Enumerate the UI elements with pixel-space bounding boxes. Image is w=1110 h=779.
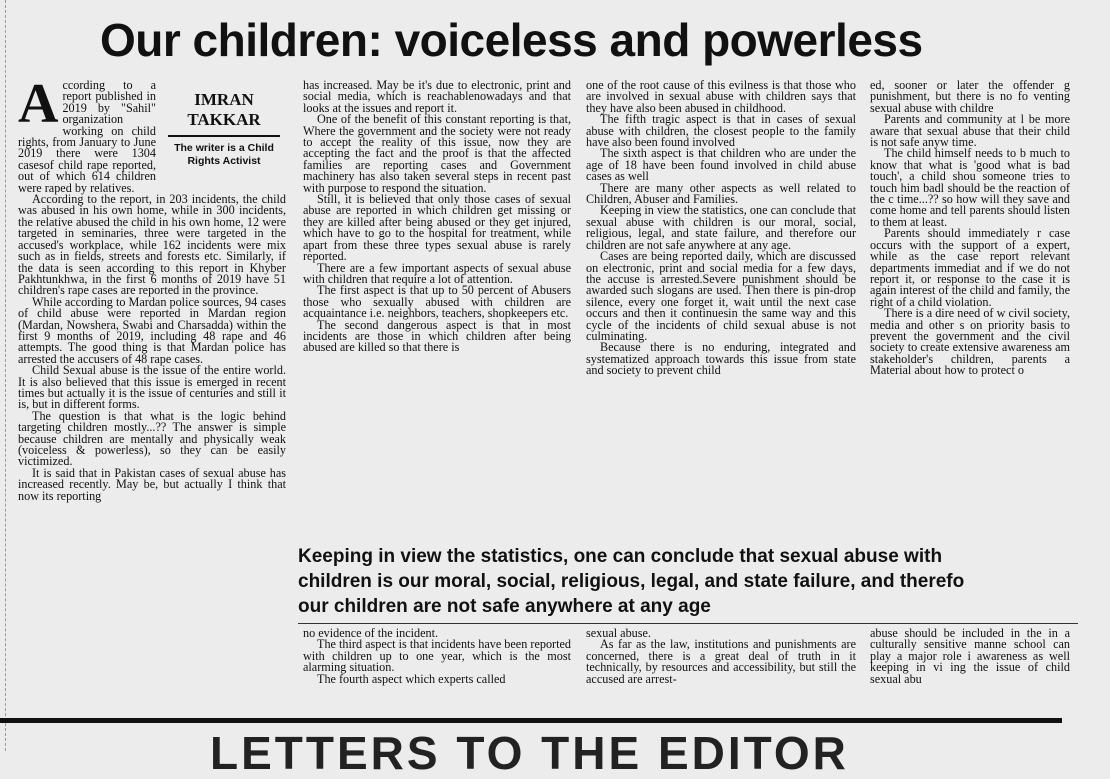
pull-quote-line: Keeping in view the statistics, one can conclude that sexual abuse with xyxy=(298,546,943,567)
paragraph: While according to Mardan police sources, 94 cases of child abuse were reported in Mardan region (Mardan, Nowshera, Swabi and Charsadda) within the first 9 months of 2019, including 48 rape and 46 attempts. The good thing is that Mardan police has arrested the accusers of 48 rape cases. xyxy=(18,294,286,366)
article-column-3-continued xyxy=(586,628,856,698)
article-column-4-continued xyxy=(870,628,1070,698)
paragraph: The first aspect is that up to 50 percent of Abusers those who sexually abused with children are acquaintance i.e. neighbors, teachers, shopkeepers etc. xyxy=(303,283,571,321)
author-role: The writer is a Child Rights Activist xyxy=(174,142,274,167)
paragraph: According to the report, in 203 incidents, the child was abused in his own home, while in 300 incidents, the relative abused the child in his own home, 12 were targeted in seminaries, three were targeted in the accused's workplace, while 162 incidents were mix such as in fields, streets and forests etc. Similarly, if the data is seen according to this report in Khyber Pakhtunkhwa, in the first 6 months of 2019 have 51 children's rape cases are reported in the province. xyxy=(18,192,286,298)
article-column-3 xyxy=(586,80,856,540)
author-name xyxy=(162,90,286,130)
section-divider xyxy=(0,718,1062,723)
headline: Our children: voiceless and powerless xyxy=(100,14,923,66)
pull-quote-rule xyxy=(298,623,1078,624)
paragraph: Still, it is believed that only those cases of sexual abuse are reported in which children get missing or they are killed after being abused or they get injured, which have to go to the hospital for treatment, while apart from these three types sexual abuse is rarely reported. xyxy=(303,192,571,264)
article-column-1 xyxy=(18,73,286,540)
author-last-name: TAKKAR xyxy=(187,110,261,129)
byline-box xyxy=(162,80,286,176)
article-column-4 xyxy=(870,80,1070,540)
pull-quote-line: our children are not safe anywhere at any age xyxy=(298,596,711,617)
paragraph: The fifth tragic aspect is that in cases of sexual abuse with children, the closest people to the family have also been found involved xyxy=(586,112,856,150)
paragraph: There is a dire need of w civil society, media and other s on priority basis to prevent the government and the civil society to create extensive awareness am stakeholder's children, parents a Material about how to protect o xyxy=(870,306,1070,378)
page-edge xyxy=(0,0,6,751)
paragraph: It is said that in Pakistan cases of sexual abuse has increased recently. May be, but actually I think that now its reporting xyxy=(18,465,286,503)
pull-quote-line: children is our moral, social, religious, legal, and state failure, and therefo xyxy=(298,571,965,592)
paragraph: There are many other aspects as well related to Children, Abuser and Families. xyxy=(586,180,856,207)
paragraph: As far as the law, institutions and punishments are concerned, there is a great deal of truth in it technically, by resources and accessibility, but still the accused are arrest- xyxy=(586,637,856,686)
paragraph: One of the benefit of this constant reporting is that, Where the government and the society were not ready to accept the reality of this issue, now they are accepting the fact and the proof is that the affected families are reporting cases and Government machinery has also taken several steps in recent past with purpose to respond the situation. xyxy=(303,112,571,195)
paragraph: Parents and community at l be more aware that sexual abuse that their child is not safe anyw time. xyxy=(870,112,1070,150)
paragraph: Keeping in view the statistics, one can conclude that sexual abuse with children is our moral, social, religious, legal, and state failure, and therefore our children are not safe anywhere at any age. xyxy=(586,203,856,252)
drop-cap: A xyxy=(18,73,59,135)
paragraph: The question is that what is the logic behind targeting children mostly...?? The answer is simple because children are mentally and physically weak (voiceless & powerless), so they can be easily victimized. xyxy=(18,408,286,469)
paragraph: one of the root cause of this evilness is that those who are involved in sexual abuse with children says that they have also been abused in childhood. xyxy=(586,78,856,115)
byline-divider xyxy=(168,135,280,137)
paragraph: The third aspect is that incidents have been reported with children up to one year, which is the most alarming situation. xyxy=(303,637,571,675)
paragraph: Because there is no enduring, integrated and systematized approach towards this issue from state and society to prevent child xyxy=(586,340,856,378)
paragraph: no evidence of the incident. xyxy=(303,626,439,640)
paragraph: The second dangerous aspect is that in most incidents are those in which children after being abused are killed so that there is xyxy=(303,317,571,355)
paragraph: Parents should immediately r case occurs with the support of a expert, while as the case report relevant departments immediat and if we do not report it, or response to the case it is again interest of the child and family, the right of a child violation. xyxy=(870,226,1070,309)
article-column-2 xyxy=(303,80,571,540)
paragraph: The sixth aspect is that children who are under the age of 18 have been found involved in child abuse cases as well xyxy=(586,146,856,184)
paragraph: The child himself needs to b much to know that what is 'good what is bad touch', a child shou someone tries to touch him badl should be the reaction of the c time...?? so how will they save and come home and tell parents should listen to them at least. xyxy=(870,146,1070,229)
paragraph: The fourth aspect which experts called xyxy=(317,671,506,686)
pull-quote xyxy=(298,544,1078,624)
paragraph: Child Sexual abuse is the issue of the entire world. It is also believed that this issue is emerged in recent times but actually it is the issue of centuries and still it is, but in different forms. xyxy=(18,363,286,412)
paragraph: Cases are being reported daily, which are discussed on electronic, print and social media for a few days, the accuse is arrested.Severe punishment should be awarded such slogans are used. Then there is pin-drop silence, every one forget it, wait until the next case occurs and then it continuesin the same way and this cycle of the incidents of child sexual abuse is not culminating. xyxy=(586,249,856,343)
paragraph: There are a few important aspects of sexual abuse with children that require a lot of attention. xyxy=(303,260,571,286)
paragraph: ed, sooner or later the offender g punishment, but there is no fo venting sexual abuse with childre xyxy=(870,78,1070,115)
paragraph: abuse should be included in the in a culturally sensitive manne school can play a major role i awareness as well keeping in vi ing the issue of child sexual abu xyxy=(870,626,1070,686)
paragraph: sexual abuse. xyxy=(586,626,651,640)
paragraph: has increased. May be it's due to electronic, print and social media, which is reachablenowadays and that looks at the issues and report it. xyxy=(303,78,571,115)
article-column-2-continued xyxy=(303,628,571,698)
paragraph-text: ccording to a report published in 2019 by "Sahil" organization working on child rights, from January to June 2019 there were 1304 casesof child rape reported, out of which 614 children were raped by relatives. xyxy=(18,78,156,195)
author-first-name: IMRAN xyxy=(194,90,254,109)
next-section-heading: LETTERS TO THE EDITOR xyxy=(210,727,849,779)
